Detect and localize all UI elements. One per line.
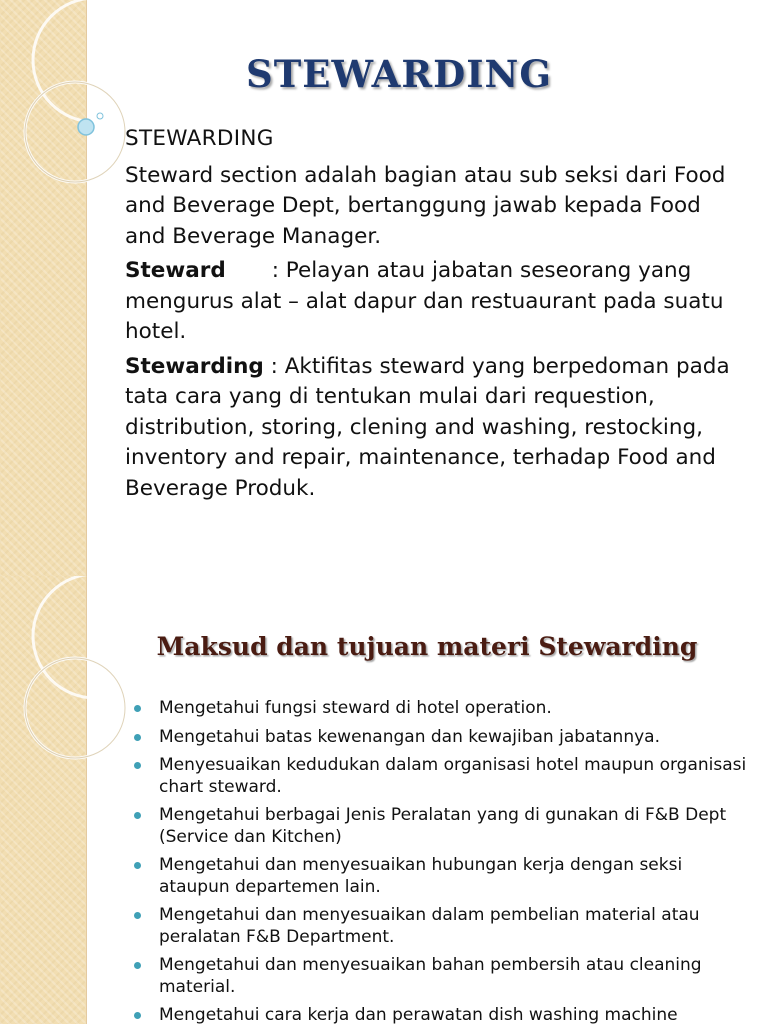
decorative-rings-icon: [0, 0, 130, 300]
list-item: [132, 805, 752, 848]
objectives-list: [132, 698, 752, 1024]
stewarding-text: : Aktifitas steward yang berpedoman pada tata cara yang di tentukan mulai dari requestion, distribution, storing, clening and washing, restocking, inventory and repair, maintenance, terhadap Food and Beverage Produk.: [125, 353, 730, 501]
section-subheading: STEWARDING: [125, 126, 274, 151]
slide-objectives: [0, 576, 768, 1024]
list-item: [132, 855, 752, 898]
bullet-icon: [134, 912, 141, 919]
list-item-text: Mengetahui batas kewenangan dan kewajiban jabatannya.: [159, 726, 660, 747]
bullet-icon: [134, 1012, 141, 1019]
list-item-text: Mengetahui dan menyesuaikan hubungan kerja dengan seksi ataupun departemen lain.: [159, 855, 683, 897]
list-item: [132, 727, 752, 749]
slide-title: STEWARDING: [246, 52, 552, 96]
slide-title: Maksud dan tujuan materi Stewarding: [156, 632, 698, 661]
list-item: [132, 1005, 752, 1024]
list-item-text: Menyesuaikan kedudukan dalam organisasi hotel maupun organisasi chart steward.: [159, 755, 747, 797]
bullet-icon: [134, 862, 141, 869]
bullet-icon: [134, 812, 141, 819]
bullet-icon: [134, 705, 141, 712]
list-item-text: Mengetahui dan menyesuaikan bahan pembersih atau cleaning material.: [159, 955, 702, 997]
stewarding-term: Stewarding: [125, 353, 264, 379]
list-item-text: Mengetahui berbagai Jenis Peralatan yang di gunakan di F&B Dept (Service dan Kitchen): [159, 805, 727, 847]
slide-body: [125, 124, 735, 508]
steward-definition: [125, 256, 735, 348]
steward-text: : Pelayan atau jabatan seseorang yang mengurus alat – alat dapur dan restuaurant pada suatu hotel.: [125, 258, 724, 344]
definition-paragraph: Steward section adalah bagian atau sub seksi dari Food and Beverage Dept, bertanggung jawab kepada Food and Beverage Manager.: [125, 162, 726, 249]
list-item: [132, 955, 752, 998]
list-item: [132, 698, 752, 720]
list-item-text: Mengetahui fungsi steward di hotel operation.: [159, 698, 552, 718]
bullet-icon: [134, 962, 141, 969]
bullet-icon: [134, 762, 141, 769]
decorative-rings-icon: [0, 576, 130, 876]
list-item: [132, 755, 752, 798]
steward-term: Steward: [125, 258, 226, 283]
list-item-text: Mengetahui cara kerja dan perawatan dish washing machine: [159, 1005, 678, 1024]
list-item: [132, 905, 752, 948]
stewarding-definition: [125, 352, 735, 505]
list-item-text: Mengetahui dan menyesuaikan dalam pembelian material atau peralatan F&B Department.: [159, 905, 700, 947]
bullet-icon: [134, 734, 141, 741]
